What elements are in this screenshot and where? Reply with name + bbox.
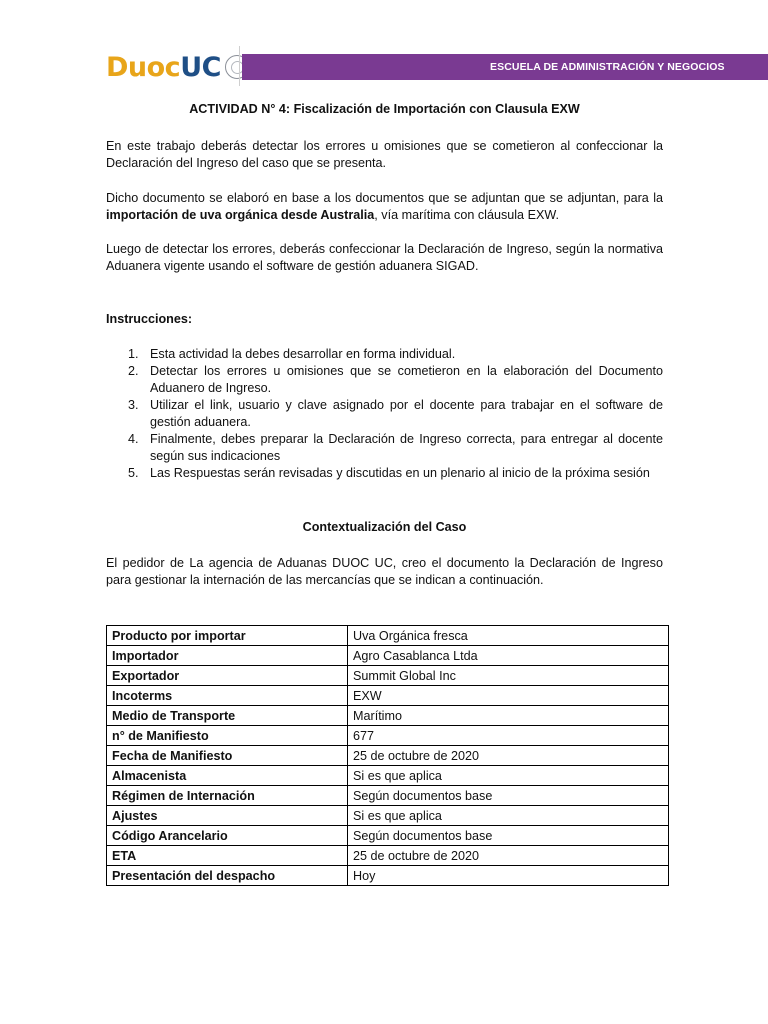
intro-paragraph: En este trabajo deberás detectar los errores u omisiones que se cometieron al confeccionar la Declaración del Ingreso del caso que se presenta. <box>106 139 663 170</box>
row-label: Almacenista <box>107 766 348 786</box>
documents-paragraph-text: Dicho documento se elaboró en base a los documentos que se adjuntan que se adjuntan, para la <box>106 191 663 205</box>
duocuc-logo <box>106 46 249 88</box>
list-item-text: Las Respuestas serán revisadas y discutidas en un plenario al inicio de la próxima sesión <box>150 466 650 480</box>
table-row <box>107 826 669 846</box>
table-row <box>107 866 669 886</box>
logo-uc-text: UC <box>180 51 221 83</box>
list-item <box>128 397 663 431</box>
list-number: 3. <box>128 398 139 412</box>
logo-wordmark <box>106 52 221 83</box>
list-item <box>128 363 663 397</box>
row-value: Uva Orgánica fresca <box>348 626 669 646</box>
row-label: ETA <box>107 846 348 866</box>
table-row <box>107 746 669 766</box>
row-value: Hoy <box>348 866 669 886</box>
row-value: Según documentos base <box>348 786 669 806</box>
row-value: Agro Casablanca Ltda <box>348 646 669 666</box>
row-value: EXW <box>348 686 669 706</box>
document-title: ACTIVIDAD N° 4: Fiscalización de Importación con Clausula EXW <box>189 102 580 116</box>
context-paragraph: El pedidor de La agencia de Aduanas DUOC UC, creo el documento la Declaración de Ingreso para gestionar la internación de las mercancías que se indican a continuación. <box>106 556 663 587</box>
case-details-table <box>106 625 669 886</box>
documents-paragraph <box>106 190 663 224</box>
instructions-heading: Instrucciones: <box>106 312 193 326</box>
table-row <box>107 806 669 826</box>
context-heading: Contextualización del Caso <box>302 520 467 534</box>
table-row <box>107 666 669 686</box>
row-value: Summit Global Inc <box>348 666 669 686</box>
row-value: 677 <box>348 726 669 746</box>
row-value: Según documentos base <box>348 826 669 846</box>
table-row <box>107 706 669 726</box>
list-number: 2. <box>128 364 139 378</box>
list-number: 4. <box>128 432 139 446</box>
list-item <box>128 346 663 363</box>
list-number: 1. <box>128 347 139 361</box>
list-item <box>128 465 663 482</box>
logo-duoc-text: Duoc <box>106 51 181 83</box>
list-item-text: Utilizar el link, usuario y clave asignado por el docente para trabajar en el software de gestión aduanera. <box>150 398 663 429</box>
table-row <box>107 646 669 666</box>
list-item-text: Finalmente, debes preparar la Declaración de Ingreso correcta, para entregar al docente según sus indicaciones <box>150 432 663 463</box>
table-row <box>107 846 669 866</box>
row-label: Producto por importar <box>107 626 348 646</box>
row-label: Importador <box>107 646 348 666</box>
row-label: n° de Manifiesto <box>107 726 348 746</box>
row-value: Marítimo <box>348 706 669 726</box>
row-label: Exportador <box>107 666 348 686</box>
row-label: Código Arancelario <box>107 826 348 846</box>
row-value: Si es que aplica <box>348 766 669 786</box>
row-label: Medio de Transporte <box>107 706 348 726</box>
table-row <box>107 686 669 706</box>
task-paragraph: Luego de detectar los errores, deberás confeccionar la Declaración de Ingreso, según la normativa Aduanera vigente usando el software de gestión aduanera SIGAD. <box>106 242 663 273</box>
row-label: Ajustes <box>107 806 348 826</box>
row-label: Presentación del despacho <box>107 866 348 886</box>
row-value: 25 de octubre de 2020 <box>348 746 669 766</box>
documents-paragraph-tail: , vía marítima con cláusula EXW. <box>374 208 560 222</box>
table-row <box>107 626 669 646</box>
list-item-text: Detectar los errores u omisiones que se cometieron en la elaboración del Documento Aduanero de Ingreso. <box>150 364 663 395</box>
row-label: Fecha de Manifiesto <box>107 746 348 766</box>
row-value: Si es que aplica <box>348 806 669 826</box>
instructions-list <box>128 346 663 482</box>
table-row <box>107 786 669 806</box>
header-divider <box>239 46 240 86</box>
table-row <box>107 766 669 786</box>
documents-paragraph-emphasis: importación de uva orgánica desde Australia <box>106 208 375 222</box>
list-number: 5. <box>128 466 139 480</box>
row-label: Régimen de Internación <box>107 786 348 806</box>
table-row <box>107 726 669 746</box>
list-item-text: Esta actividad la debes desarrollar en forma individual. <box>150 347 456 361</box>
list-item <box>128 431 663 465</box>
school-banner: ESCUELA DE ADMINISTRACIÓN Y NEGOCIOS <box>242 54 768 80</box>
row-value: 25 de octubre de 2020 <box>348 846 669 866</box>
row-label: Incoterms <box>107 686 348 706</box>
